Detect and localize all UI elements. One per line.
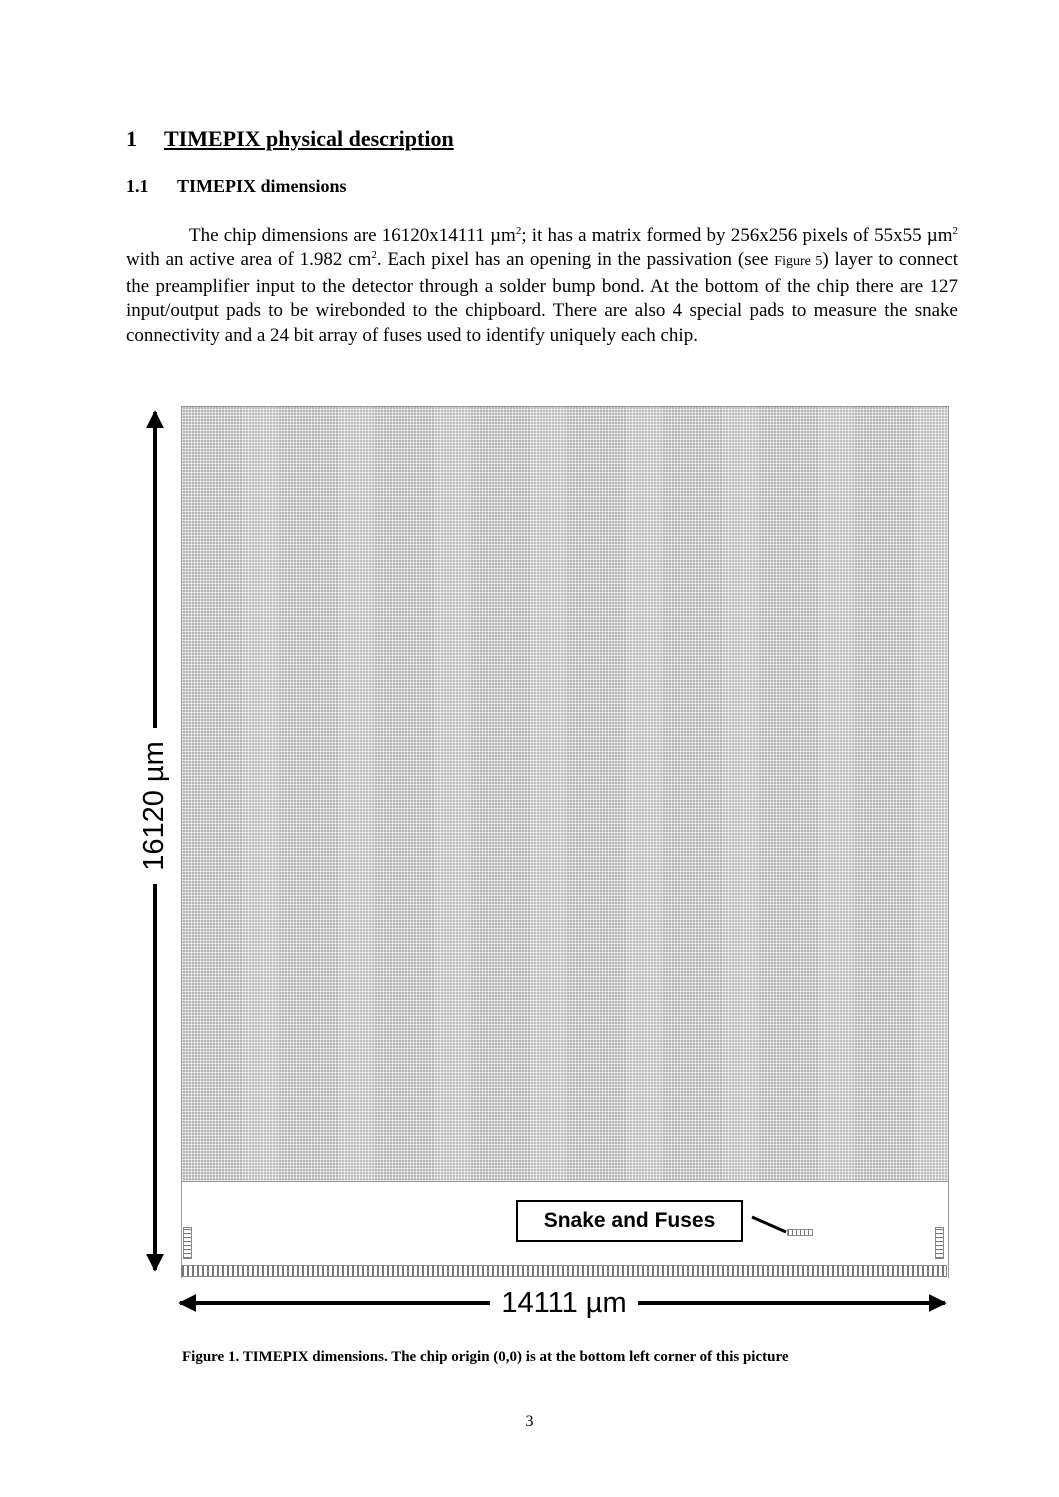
snake-and-fuses-callout [516, 1200, 743, 1242]
io-pad-row [181, 1265, 947, 1277]
side-pads-left [183, 1227, 192, 1259]
subsection-number: 1.1 [126, 176, 149, 196]
superscript: 2 [952, 225, 958, 237]
fuse-pads [787, 1229, 813, 1236]
width-dimension-label: 14111 µm [490, 1283, 638, 1323]
pixel-matrix [181, 406, 949, 1182]
section-number: 1 [126, 126, 137, 151]
section-title: TIMEPIX physical description [164, 126, 454, 151]
section-heading [126, 126, 454, 152]
callout-leader-line [750, 1215, 790, 1235]
subsection-title: TIMEPIX dimensions [177, 176, 347, 196]
side-pads-right [935, 1227, 944, 1259]
superscript: 2 [371, 249, 377, 262]
body-paragraph [126, 224, 958, 348]
paragraph-text: ; it has a matrix formed by 256x256 pixels of 55x55 µm [521, 225, 953, 246]
height-dimension-label: 16120 µm [134, 728, 174, 884]
paragraph-text: . Each pixel has an opening in the passivation (see [376, 249, 775, 271]
subsection-heading [126, 176, 347, 197]
superscript: 2 [515, 225, 522, 237]
callout-label: Snake and Fuses [543, 1209, 716, 1232]
figure-caption: Figure 1. TIMEPIX dimensions. The chip origin (0,0) is at the bottom left corner of this picture [182, 1349, 789, 1365]
page-number: 3 [525, 1413, 534, 1430]
paragraph-text: with an active area of 1.982 cm [126, 249, 372, 271]
paragraph-text: The chip dimensions are 16120x14111 µm [189, 225, 516, 246]
paragraph-text: ) layer to connect the preamplifier input to the detector through a solder bump bond. At the bottom of the chip there are 127 input/output pads to be wirebonded to the chipboard. There are also 4 special pads to measure the snake connectivity and a 24 bit array of fuses used to identify uniquely each chip. [126, 249, 959, 346]
figure-reference-link[interactable]: Figure 5 [774, 254, 823, 270]
